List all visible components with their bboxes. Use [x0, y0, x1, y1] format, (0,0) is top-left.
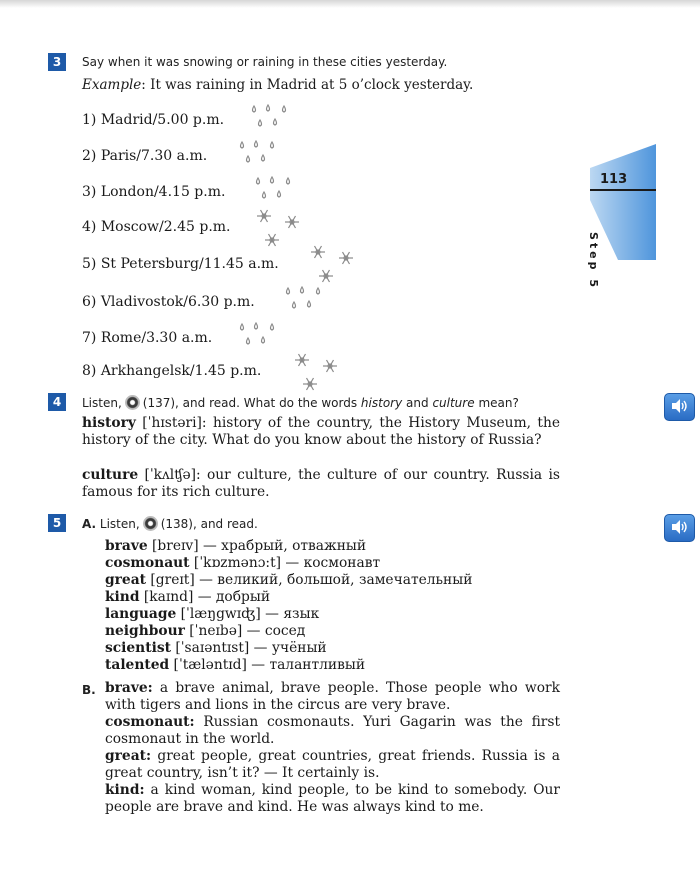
culture-text: [ˈkʌlʧə]: our culture, the culture of our country. Russia is famous for its rich culture. [82, 467, 560, 500]
city-item-3: 3) London/4.15 p.m. [82, 184, 226, 200]
city-item-5: 5) St Petersburg/11.45 a.m. [82, 256, 279, 272]
listen-label: Listen, [82, 396, 122, 410]
step-label: Step 5 [587, 232, 600, 290]
vocab-word: cosmonaut [105, 555, 190, 571]
top-shadow [0, 0, 700, 8]
exercise-3-example [82, 77, 473, 93]
culture-definition [82, 467, 560, 501]
vocabulary-list [105, 538, 472, 674]
page-number: 113 [600, 172, 628, 187]
vocab-translation: [kaɪnd] — добрый [139, 589, 271, 605]
instruction-end: mean? [478, 396, 519, 410]
city-item-7: 7) Rome/3.30 a.m. [82, 330, 213, 346]
vocab-word: talented [105, 657, 170, 673]
vocab-translation: [ˈsaɪəntɪst] — учёный [170, 640, 327, 656]
b-word: brave: [105, 680, 153, 696]
vocab-row [105, 606, 472, 623]
vocab-word: scientist [105, 640, 171, 656]
vocab-translation: [breɪv] — храбрый, отважный [147, 538, 367, 554]
vocab-row [105, 538, 472, 555]
snow-icon [290, 350, 344, 394]
vocab-row [105, 555, 472, 572]
b-word: cosmonaut: [105, 714, 195, 730]
track-text: (138), and read. [160, 517, 258, 531]
b-word: kind: [105, 782, 145, 798]
b-entry-kind [105, 782, 560, 816]
part-a-label: A. [82, 517, 97, 531]
vocab-row [105, 623, 472, 640]
track-text: (137), and read. What do the words [142, 396, 358, 410]
audio-button-5[interactable] [664, 514, 695, 542]
cd-icon [125, 395, 140, 410]
rain-icon [250, 176, 300, 206]
b-text: great people, great countries, great friends. Russia is a great country, isn’t it? — It certainly is. [105, 748, 560, 781]
exercise-5-instruction [82, 516, 258, 531]
vocab-translation: [ˈkɒzmənɔ:t] — космонавт [189, 555, 381, 571]
page-tab [587, 140, 656, 290]
speaker-icon [670, 398, 688, 414]
b-text: a kind woman, kind people, to be kind to somebody. Our people are brave and kind. He was always kind to me. [105, 782, 560, 815]
city-item-2: 2) Paris/7.30 a.m. [82, 148, 208, 164]
vocab-translation: [ˈlæŋgwɪʤ] — язык [176, 606, 320, 622]
exercise-3-instruction: Say when it was snowing or raining in these cities yesterday. [82, 55, 448, 69]
cd-icon [143, 516, 158, 531]
vocab-word: kind [105, 589, 140, 605]
culture-word: culture [82, 467, 139, 483]
vocab-word: great [105, 572, 147, 588]
and-word: and [406, 396, 429, 410]
b-text: Russian cosmonauts. Yuri Gagarin was the first cosmonaut in the world. [105, 714, 560, 747]
b-entry-cosmonaut [105, 714, 560, 748]
listen-label: Listen, [99, 517, 140, 531]
city-item-6: 6) Vladivostok/6.30 p.m. [82, 294, 255, 310]
b-entry-brave [105, 680, 560, 714]
history-word: history [82, 415, 136, 431]
part-b-text [105, 680, 560, 816]
vocab-word: brave [105, 538, 148, 554]
example-text: : It was raining in Madrid at 5 o’clock yesterday. [141, 77, 474, 93]
rain-icon [246, 104, 296, 134]
exercise-5-number: 5 [48, 514, 66, 532]
city-item-1: 1) Madrid/5.00 p.m. [82, 112, 225, 128]
rain-icon [234, 322, 284, 352]
exercise-4-instruction [82, 395, 519, 410]
vocab-word: language [105, 606, 177, 622]
b-word: great: [105, 748, 152, 764]
history-text: [ˈhɪstəri]: history of the country, the History Museum, the history of the city. What do you know about the history of Russia? [82, 415, 561, 448]
city-item-4: 4) Moscow/2.45 p.m. [82, 219, 231, 235]
snow-icon [306, 242, 360, 286]
word-culture: culture [432, 396, 475, 410]
city-item-8: 8) Arkhangelsk/1.45 p.m. [82, 363, 262, 379]
word-history: history [360, 396, 403, 410]
audio-button-4[interactable] [664, 393, 695, 421]
snow-icon [252, 206, 306, 250]
vocab-translation: [greɪt] — великий, большой, замечательный [146, 572, 473, 588]
vocab-word: neighbour [105, 623, 185, 639]
b-entry-great [105, 748, 560, 782]
rain-icon [234, 140, 284, 170]
vocab-row [105, 589, 472, 606]
exercise-3-number: 3 [48, 53, 66, 71]
history-definition [82, 415, 560, 449]
example-label: Example [82, 77, 142, 93]
b-text: a brave animal, brave people. Those people who work with tigers and lions in the circus are very brave. [105, 680, 560, 713]
rain-icon [280, 286, 330, 316]
vocab-row [105, 657, 472, 674]
exercise-4-number: 4 [48, 393, 66, 411]
part-b-label: B. [82, 683, 96, 697]
speaker-icon [670, 519, 688, 535]
vocab-translation: [ˈtæləntɪd] — талантливый [169, 657, 366, 673]
vocab-row [105, 572, 472, 589]
vocab-row [105, 640, 472, 657]
vocab-translation: [ˈneɪbə] — сосед [184, 623, 306, 639]
